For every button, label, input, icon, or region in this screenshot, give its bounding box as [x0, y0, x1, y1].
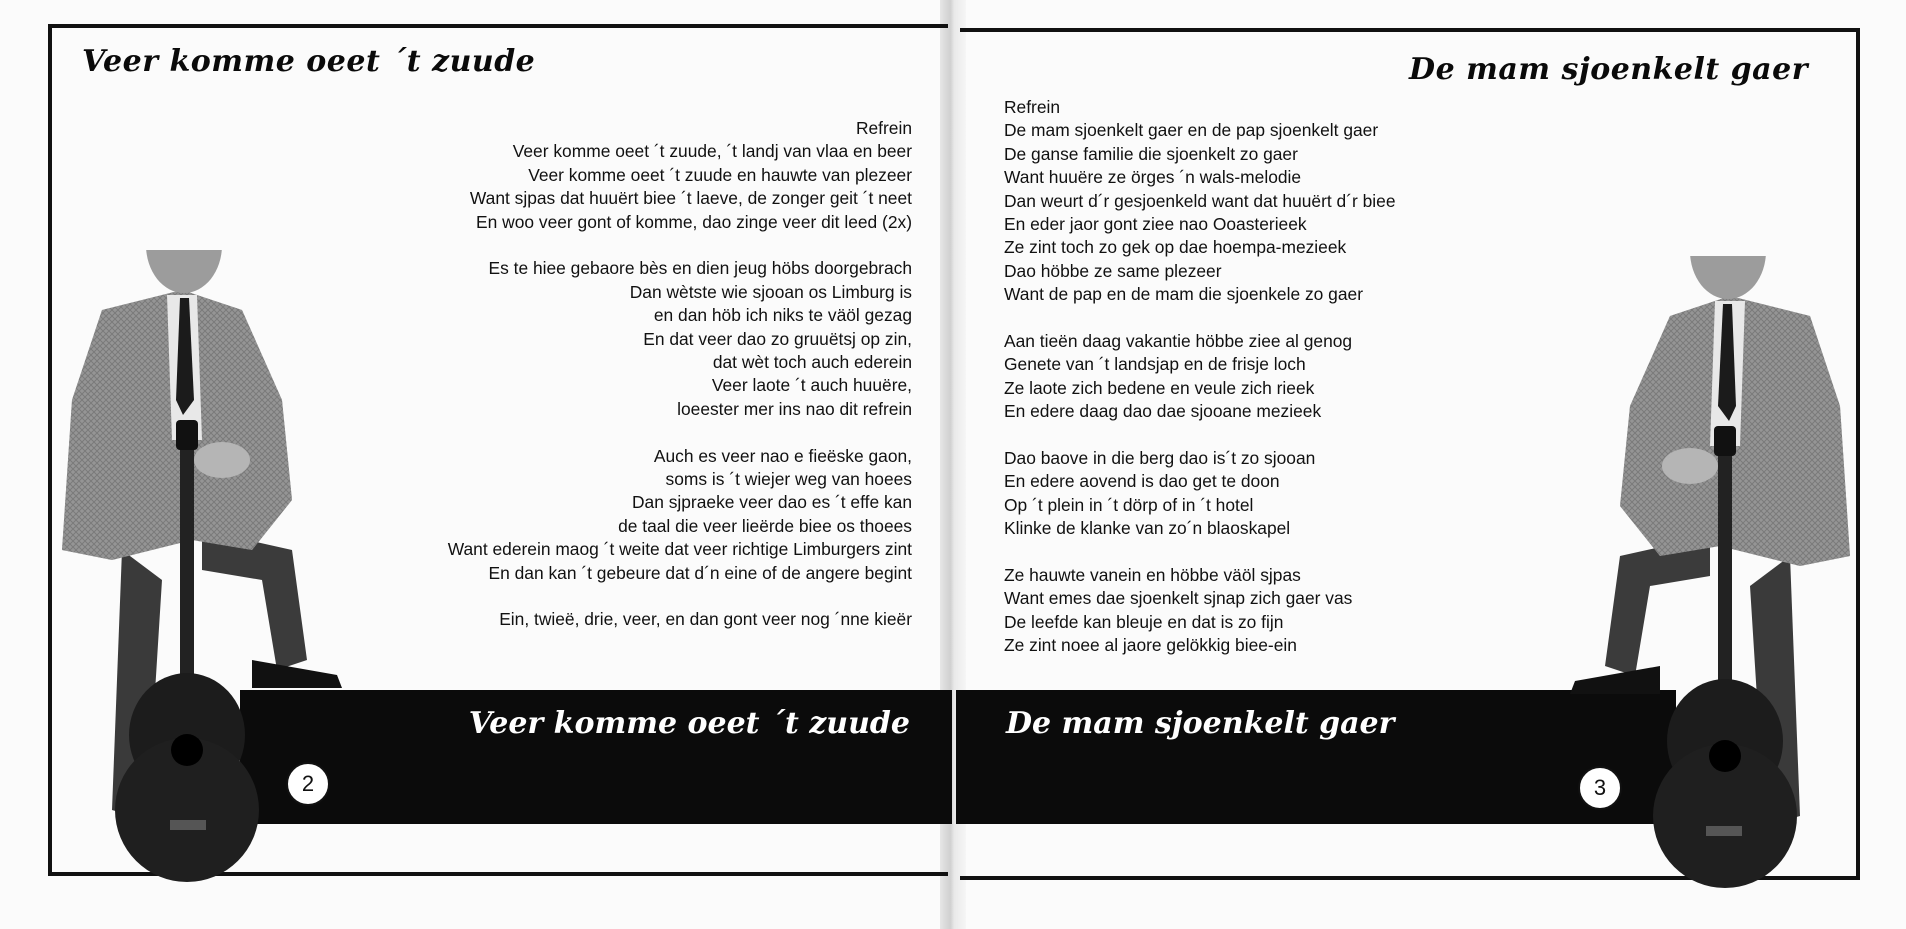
right-lyrics: [1004, 96, 1474, 681]
lyrics-line: Ze laote zich bedene en veule zich rieek: [1004, 377, 1315, 398]
lyrics-line: En dat veer dao zo gruuëtsj op zin,: [643, 328, 912, 349]
lyrics-line: Dan weurt d´r gesjoenkeld want dat huuërt d´r biee: [1004, 190, 1396, 211]
lyrics-stanza: [1004, 96, 1474, 307]
lyrics-line: Genete van ´t landsjap en de frisje loch: [1004, 354, 1306, 375]
lyrics-line: Dao baove in die berg dao is´t zo sjooan: [1004, 448, 1316, 469]
page-number: 2: [286, 762, 330, 806]
lyrics-line: Veer laote ´t auch huuëre,: [711, 375, 912, 396]
lyrics-line: loeester mer ins nao dit refrein: [677, 398, 912, 419]
lyrics-line: Veer komme oeet ´t zuude, ´t landj van vlaa en beer: [512, 141, 912, 162]
left-band-title: Veer komme oeet ´t zuude: [468, 706, 910, 741]
lyrics-line: En eder jaor gont ziee nao Ooasterieek: [1004, 214, 1307, 235]
lyrics-line: En edere aovend is dao get te doon: [1004, 471, 1280, 492]
lyrics-line: En edere daag dao dae sjooane mezieek: [1004, 401, 1322, 422]
lyrics-line: De ganse familie die sjoenkelt zo gaer: [1004, 143, 1298, 164]
lyrics-line: Ze hauwte vanein en höbbe väöl sjpas: [1004, 565, 1301, 586]
lyrics-line: Ze zint noee al jaore gelökkig biee-ein: [1004, 635, 1297, 656]
lyrics-line: Op ´t plein in ´t dörp of in ´t hotel: [1004, 494, 1254, 515]
lyrics-line: Klinke de klanke van zo´n blaoskapel: [1004, 518, 1291, 539]
left-lyrics: [320, 117, 912, 655]
lyrics-line: De leefde kan bleuje en dat is zo fijn: [1004, 611, 1284, 632]
lyrics-line: Want emes dae sjoenkelt sjnap zich gaer vas: [1004, 588, 1353, 609]
lyrics-line: Auch es veer nao e fieëske gaon,: [653, 445, 912, 466]
lyrics-line: dat wèt toch auch ederein: [712, 352, 912, 373]
lyrics-line: Ein, twieë, drie, veer, en dan gont veer nog ´nne kieër: [499, 609, 912, 630]
page-number: 3: [1578, 766, 1622, 810]
lyrics-stanza: [320, 445, 912, 585]
right-band-title: De mam sjoenkelt gaer: [1006, 706, 1395, 741]
lyrics-line: De mam sjoenkelt gaer en de pap sjoenkelt gaer: [1004, 120, 1379, 141]
lyrics-line: Dao höbbe ze same plezeer: [1004, 260, 1222, 281]
lyrics-line: Es te hiee gebaore bès en dien jeug höbs doorgebrach: [488, 258, 912, 279]
lyrics-line: Dan wètste wie sjooan os Limburg is: [629, 281, 912, 302]
lyrics-stanza: [320, 117, 912, 234]
lyrics-line: En dan kan ´t gebeure dat d´n eine of de angere begint: [488, 562, 912, 583]
lyrics-line: Dan sjpraeke veer dao es ´t effe kan: [631, 492, 912, 513]
lyrics-stanza: [320, 608, 912, 631]
lyrics-stanza: [1004, 564, 1474, 658]
lyrics-line: Refrein: [855, 118, 912, 138]
lyrics-line: de taal die veer lieërde biee os thoees: [618, 515, 912, 536]
lyrics-stanza: [320, 257, 912, 421]
lyrics-line: Ze zint toch zo gek op dae hoempa-mezieek: [1004, 237, 1347, 258]
lyrics-line: en dan höb ich niks te väöl gezag: [653, 305, 912, 326]
lyrics-line: Want sjpas dat huuërt biee ´t laeve, de zonger geit ´t neet: [469, 188, 912, 209]
lyrics-line: Want ederein maog ´t weite dat veer richtige Limburgers zint: [447, 539, 912, 560]
lyrics-stanza: [1004, 330, 1474, 424]
right-page-title: De mam sjoenkelt gaer: [1409, 52, 1808, 87]
left-page-title: Veer komme oeet ´t zuude: [82, 44, 536, 79]
lyrics-line: Refrein: [1004, 97, 1061, 117]
lyrics-line: Veer komme oeet ´t zuude en hauwte van plezeer: [528, 164, 912, 185]
lyrics-line: Want huuëre ze örges ´n wals-melodie: [1004, 167, 1302, 188]
lyrics-stanza: [1004, 447, 1474, 541]
lyrics-line: Aan tieën daag vakantie höbbe ziee al genog: [1004, 331, 1353, 352]
lyrics-line: Want de pap en de mam die sjoenkele zo gaer: [1004, 284, 1363, 305]
lyrics-line: En woo veer gont of komme, dao zinge veer dit leed (2x): [476, 211, 912, 232]
lyrics-line: soms is ´t wiejer weg van hoees: [665, 469, 912, 490]
